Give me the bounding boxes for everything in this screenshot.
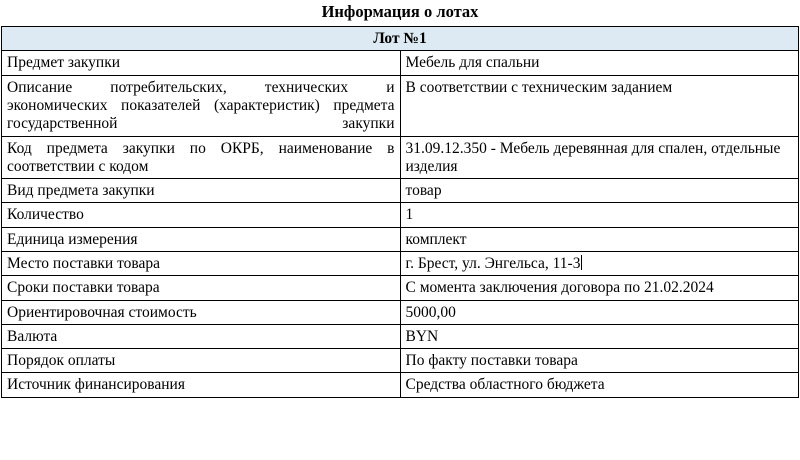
table-body — [2, 27, 799, 398]
row-value: комплект — [400, 227, 799, 251]
row-value: BYN — [400, 324, 799, 348]
row-value-editing[interactable] — [400, 251, 799, 275]
table-row — [2, 51, 799, 75]
row-value: 5000,00 — [400, 300, 799, 324]
table-row — [2, 251, 799, 275]
table-row — [2, 349, 799, 373]
row-value: Мебель для спальни — [400, 51, 799, 75]
lot-header-row — [2, 27, 799, 51]
page-title: Информация о лотах — [321, 2, 479, 21]
lot-header-cell: Лот №1 — [2, 27, 799, 51]
table-row — [2, 75, 799, 136]
table-row — [2, 179, 799, 203]
table-row — [2, 136, 799, 179]
row-label: Описание потребительских, технических и экономических показателей (характеристик) предмета государственной закупки — [2, 75, 401, 136]
row-value: С момента заключения договора по 21.02.2024 — [400, 276, 799, 300]
row-label: Сроки поставки товара — [2, 276, 401, 300]
row-label: Ориентировочная стоимость — [2, 300, 401, 324]
table-row — [2, 300, 799, 324]
row-label: Предмет закупки — [2, 51, 401, 75]
table-row — [2, 276, 799, 300]
row-label: Порядок оплаты — [2, 349, 401, 373]
table-row — [2, 373, 799, 397]
lot-information-table — [1, 26, 799, 398]
row-value: Средства областного бюджета — [400, 373, 799, 397]
row-value-text: г. Брест, ул. Энгельса, 11-3 — [405, 254, 581, 272]
row-label: Место поставки товара — [2, 251, 401, 275]
row-value: В соответствии с техническим заданием — [400, 75, 799, 136]
table-row — [2, 227, 799, 251]
table-row — [2, 203, 799, 227]
row-label: Единица измерения — [2, 227, 401, 251]
row-label: Количество — [2, 203, 401, 227]
text-cursor — [581, 255, 582, 270]
row-value: 31.09.12.350 - Мебель деревянная для спален, отдельные изделия — [400, 136, 799, 179]
row-value: товар — [400, 179, 799, 203]
row-value: По факту поставки товара — [400, 349, 799, 373]
table-row — [2, 324, 799, 348]
row-label: Вид предмета закупки — [2, 179, 401, 203]
row-value: 1 — [400, 203, 799, 227]
row-label: Источник финансирования — [2, 373, 401, 397]
row-label: Код предмета закупки по ОКРБ, наименование в соответствии с кодом — [2, 136, 401, 179]
row-label: Валюта — [2, 324, 401, 348]
